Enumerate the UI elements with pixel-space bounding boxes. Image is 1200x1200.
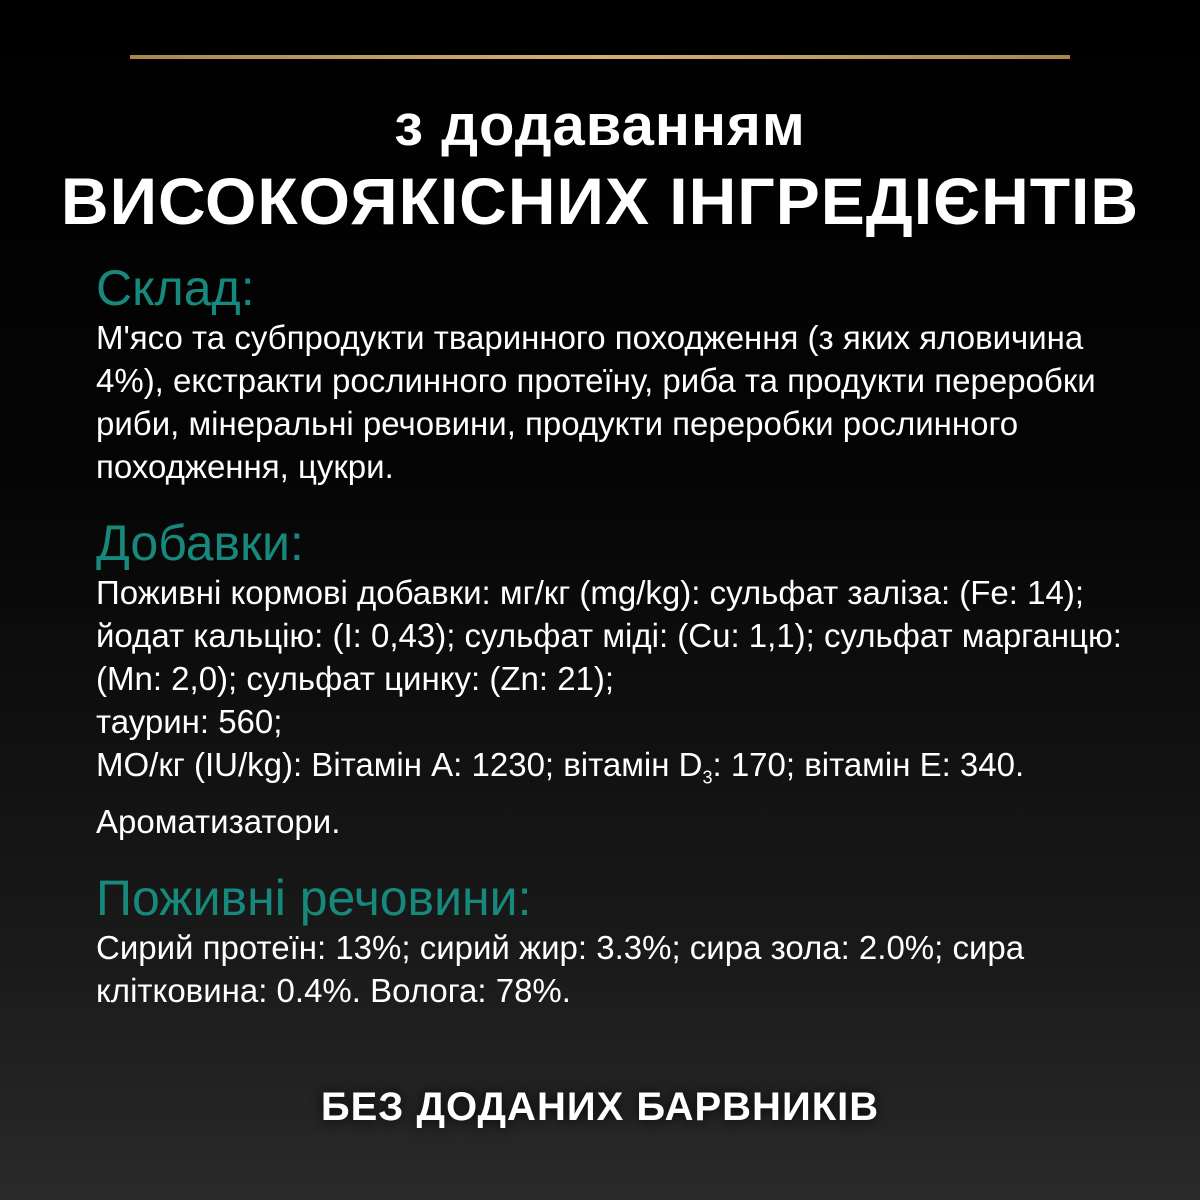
additives-text — [96, 571, 1136, 843]
additives-vitamins: МО/кг (IU/kg): Вітамін А: 1230; вітамін $D_3$: 170; вітамін Е: 340. — [96, 746, 1025, 788]
additives-section — [96, 515, 1136, 843]
composition-section — [96, 260, 1136, 488]
composition-heading: Склад: — [96, 260, 255, 316]
additives-taurine: таурин: 560; — [96, 703, 283, 740]
footer-no-colorants: БЕЗ ДОДАНИХ БАРВНИКІВ — [320, 1085, 880, 1129]
additives-flavors: Ароматизатори. — [96, 802, 341, 840]
composition-text: М'ясо та субпродукти тваринного походження (з яких яловичина 4%), екстракти рослинного протеїну, риба та продукти переробки риби, мінеральні речовини, продукти переробки рослинного походження, цукри. — [96, 319, 1096, 485]
nutrients-section — [96, 870, 1136, 1012]
gold-divider — [130, 55, 1070, 59]
title-line-2: ВИСОКОЯКІСНИХ ІНГРЕДІЄНТІВ — [60, 164, 1140, 238]
additives-heading: Добавки: — [96, 515, 304, 571]
nutrients-heading: Поживні речовини: — [96, 870, 532, 926]
nutrients-text: Сирий протеїн: 13%; сирий жир: 3.3%; сира зола: 2.0%; сира клітковина: 0.4%. Волога: 78%. — [96, 929, 1025, 1009]
additives-minerals: Поживні кормові добавки: мг/кг (mg/kg): сульфат заліза: (Fe: 14); йодат кальцію: (I: 0,43); сульфат міді: (Cu: 1,1); сульфат марганцю: (Mn: 2,0); сульфат цинку: (Zn: 21); — [96, 574, 1122, 697]
title-line-1: з додаванням — [394, 93, 806, 158]
